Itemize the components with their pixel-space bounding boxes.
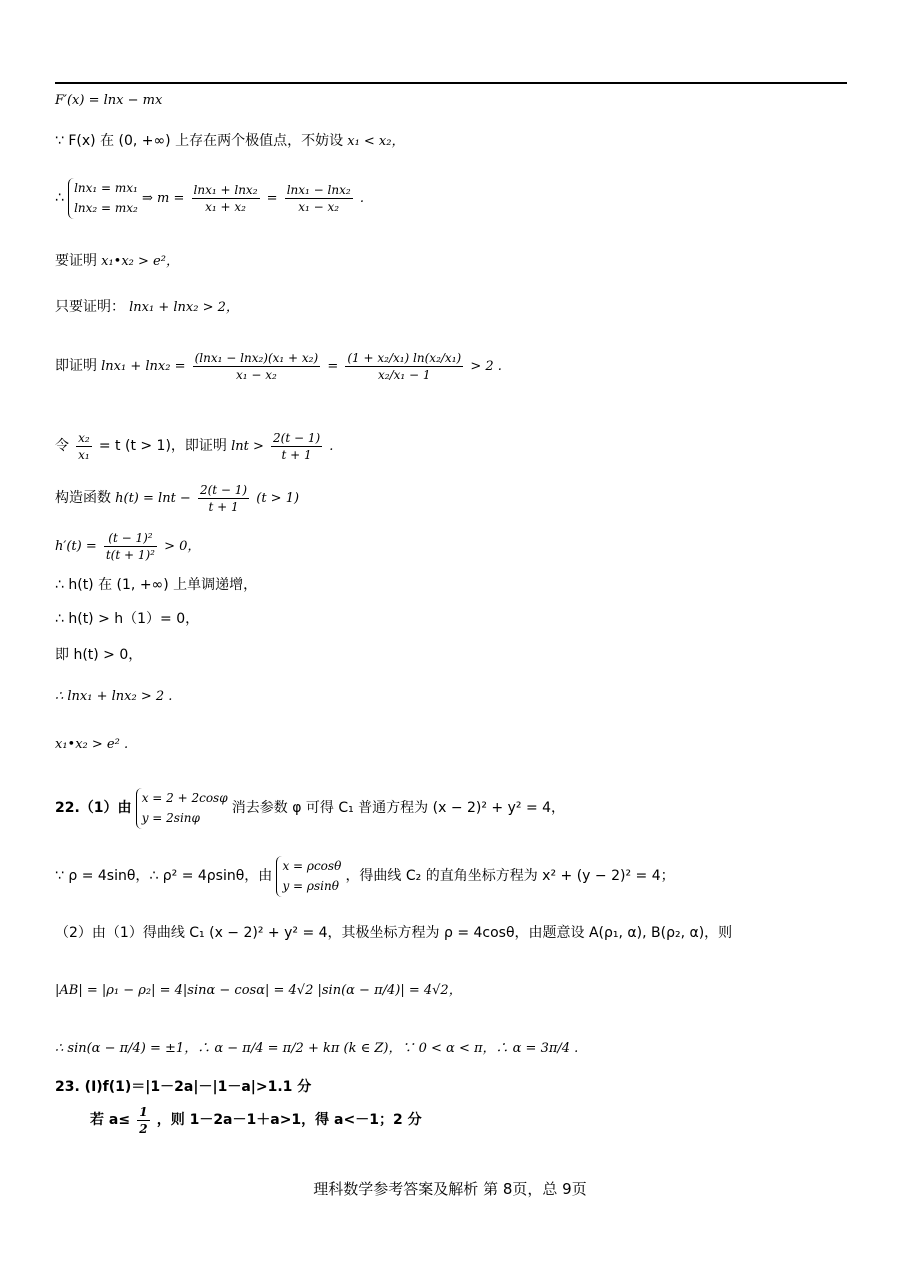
m-expression-line: ∴ lnx₁ = mx₁ lnx₂ = mx₂ ⇒ m = $\frac{\text{lnx₁ + lnx₂}}{\text{x₁ + x₂}}$ = $\frac{\text{lnx₁ − lnx₂}}{\text{x₁ − x₂}}$ . <box>55 178 364 219</box>
equivalent-proof-line: 即证明 lnx₁ + lnx₂ = $\frac{\text{(lnx₁ − lnx₂)(x₁ + x₂)}}{\text{x₁ − x₂}}$ = $\frac{\text{(1 + x₂/x₁) ln(x₂/x₁)}}{\text{x₂/x₁ − 1}}$ > 2 . <box>55 351 502 382</box>
to-prove-line: 要证明 x₁•x₂ > e²， <box>55 253 179 269</box>
q22-polar-line: ∵ ρ = 4sinθ，∴ ρ² = 4ρsinθ，由 x = ρcosθ y = ρsinθ ，得曲线 C₂ 的直角坐标方程为 x² + (y − 2)² = 4； <box>55 856 675 897</box>
fraction: $\frac{\text{x₂}}{\text{x₁}}$ <box>78 431 90 462</box>
fraction: $\frac{\text{(lnx₁ − lnx₂)(x₁ + x₂)}}{\text{x₁ − x₂}}$ <box>194 351 319 382</box>
fraction: $\frac{1}{2}$ <box>139 1105 148 1136</box>
derivative-line: F′(x) = lnx − mx <box>55 93 163 108</box>
fraction: $\frac{\text{lnx₁ + lnx₂}}{\text{x₁ + x₂}}$ <box>193 182 258 214</box>
q22-part2-line: （2）由（1）得曲线 C₁ (x − 2)² + y² = 4，其极坐标方程为 ρ = 4cosθ，由题意设 A(ρ₁, α), B(ρ₂, α)，则 <box>55 925 733 941</box>
fraction: $\frac{2(t - 1)}{t + 1}$ <box>199 483 248 514</box>
parametric-system: x = 2 + 2cosφ y = 2sinφ <box>136 788 228 829</box>
inequality-line: ∴ h(t) > h（1）= 0， <box>55 611 200 627</box>
h-derivative-line: h′(t) = $\frac{\text{(t − 1)²}}{\text{t(t + 1)²}}$ > 0， <box>55 531 201 562</box>
page-footer: 理科数学参考答案及解析 第 8页，总 9页 <box>313 1180 587 1198</box>
fraction: $\frac{\text{(t − 1)²}}{\text{t(t + 1)²}}$ <box>105 531 155 562</box>
q23-line: 23. (Ⅰ)f(1)＝|1－2a|－|1－a|>1.1 分 <box>55 1079 312 1095</box>
q22-part1-line: 22.（1）由 x = 2 + 2cosφ y = 2sinφ 消去参数 φ 可得 C₁ 普通方程为 (x − 2)² + y² = 4， <box>55 788 565 829</box>
header-rule <box>55 82 847 84</box>
construct-function-line: 构造函数 h(t) = lnt − $\frac{2(t - 1)}{t + 1}$ (t > 1) <box>55 483 300 514</box>
extremum-line: ∵ F(x) 在 (0, +∞) 上存在两个极值点，不妨设 x₁ < x₂， <box>55 133 405 149</box>
equation-system: lnx₁ = mx₁ lnx₂ = mx₂ <box>68 178 138 219</box>
log-sum-line: ∴ lnx₁ + lnx₂ > 2 . <box>55 689 173 704</box>
q22-angle-line: ∴ sin(α − π/4) = ±1，∴ α − π/4 = π/2 + kπ (k ∈ Z)，∵ 0 < α < π，∴ α = 3π/4 . <box>55 1041 579 1056</box>
polar-system: x = ρcosθ y = ρsinθ <box>276 856 341 897</box>
conclusion-line: x₁•x₂ > e² . <box>55 737 129 752</box>
fraction: $\frac{\text{(1 + x₂/x₁) ln(x₂/x₁)}}{\text{x₂/x₁ − 1}}$ <box>347 351 462 382</box>
fraction: $\frac{2(t - 1)}{t + 1}$ <box>273 431 321 462</box>
fraction: $\frac{\text{lnx₁ − lnx₂}}{\text{x₁ − x₂}}$ <box>286 182 351 214</box>
q23-case-line: 若 a≤ $\frac{1}{2}$ ，则 1－2a－1＋a>1，得 a<－1；2 分 <box>90 1105 422 1136</box>
q22-distance-line: |AB| = |ρ₁ − ρ₂| = 4|sinα − cosα| = 4√2 |sin(α − π/4)| = 4√2， <box>55 983 462 998</box>
monotonic-line: ∴ h(t) 在 (1, +∞) 上单调递增， <box>55 577 258 593</box>
positive-line: 即 h(t) > 0， <box>55 647 143 663</box>
substitution-line: 令 $\frac{\text{x₂}}{\text{x₁}}$ = t (t > 1)，即证明 lnt > $\frac{2(t - 1)}{t + 1}$ . <box>55 431 334 462</box>
only-prove-line: 只要证明： lnx₁ + lnx₂ > 2， <box>55 299 239 315</box>
